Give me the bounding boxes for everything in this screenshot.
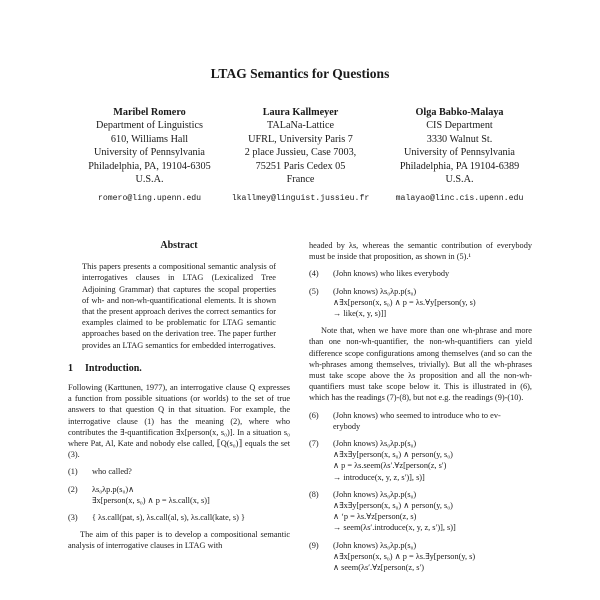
section-number: 1 [68, 362, 73, 374]
paper-title: LTAG Semantics for Questions [210, 66, 390, 81]
author-email: malayao@linc.cis.upenn.edu [395, 194, 524, 204]
formula-line: → introduce(x, y, z, s′)], s)] [333, 472, 425, 482]
formula-line: ∧ seem(λs′.∀z[person(z, s′) [333, 563, 425, 573]
example-label: (9) [309, 540, 319, 550]
formula-line: → seem(λs′.introduce(x, y, z, s′)], s)] [333, 523, 456, 533]
example-5 [309, 286, 532, 320]
affiliation-line: Department of Linguistics [96, 120, 203, 132]
formula-line: λs₀λp.p(s₀)∧ [92, 484, 135, 494]
example-label: (8) [309, 489, 319, 499]
example-label: (1) [68, 467, 78, 477]
example-7 [309, 438, 532, 483]
affiliation-line: University of Pennsylvania [404, 147, 515, 159]
formula-line: ∧∃x∃y[person(x, s₀) ∧ person(y, s₀) [333, 450, 453, 460]
body-paragraph: Note that, when we have more than one wh-phrase and more than one non-wh-quantifier, the non-wh-quantifiers can yield difference scope configurations among themselves (and so can the wh-phrases among themselves, trivially). But all the wh-phrases must take scope above the λs proposition and all the non-wh-quantifiers must take scope below it. This is illustrated in (6), which has the readings (7)-(8), but not e.g. the readings (9)-(10). [309, 326, 532, 403]
author-name: Maribel Romero [113, 107, 186, 118]
example-line: (John knows) who seemed to introduce who to ev- [333, 410, 501, 420]
affiliation-line: 2 place Jussieu, Case 7003, [244, 147, 357, 159]
formula-line: (John knows) λs₀λp.p(s₀) [333, 540, 417, 550]
example-label: (6) [309, 410, 319, 420]
continued-paragraph: headed by λs, whereas the semantic contribution of everybody must be inside that proposition, as shown in (5).¹ [309, 241, 532, 262]
abstract-text: This papers presents a compositional semantic analysis of interrogatives clauses in LTAG (Lexicalized Tree Adjoining Grammar) that captures the scopal properties of wh- and non-wh-quantificational elements. It is shown that the present approach derives the correct semantics for examples claimed to be problematic for LTAG semantic approaches based on the derivation tree. The paper further provides an LTAG semantics for embedded interrogatives. [82, 262, 276, 350]
affiliation-line: University of Pennsylvania [94, 147, 205, 159]
formula-line: ∧∃x∃y[person(x, s₀) ∧ person(y, s₀) [333, 501, 453, 511]
author-block-babko-malaya [372, 106, 547, 206]
example-text: { λs.call(pat, s), λs.call(al, s), λs.call(kate, s) } [92, 513, 245, 523]
section-title: Introduction. [85, 362, 142, 374]
example-label: (7) [309, 439, 319, 449]
example-8 [309, 489, 532, 534]
affiliation-line: Philadelphia, PA 19104-6389 [399, 160, 520, 172]
example-label: (4) [309, 269, 319, 279]
affiliation-line: U.S.A. [135, 174, 164, 186]
affiliation-line: UFRL, University Paris 7 [248, 133, 353, 145]
example-9 [309, 540, 532, 574]
example-1 [68, 466, 290, 477]
example-line: erybody [333, 421, 361, 431]
author-email: lkallmey@linguist.jussieu.fr [231, 194, 370, 204]
formula-line: ∃x[person(x, s₀) ∧ p = λs.call(x, s)] [92, 495, 210, 505]
author-name: Olga Babko-Malaya [415, 107, 504, 118]
abstract-heading: Abstract [160, 240, 198, 251]
example-label: (2) [68, 484, 78, 494]
example-4 [309, 268, 532, 279]
author-email: romero@ling.upenn.edu [97, 194, 202, 204]
affiliation-line: CIS Department [426, 120, 493, 132]
example-text: (John knows) who likes everybody [333, 269, 450, 279]
formula-line: (John knows) λs₀λp.p(s₀) [333, 489, 417, 499]
example-label: (5) [309, 286, 319, 296]
affiliation-line: TALaNa-Lattice [266, 120, 335, 132]
right-column [309, 240, 532, 579]
formula-line: ∧ p = λs.seem(λs′.∀z[person(z, s′) [333, 461, 447, 471]
author-block-romero [62, 106, 237, 206]
formula-line: → like(x, y, s)]] [333, 309, 387, 319]
affiliation-line: U.S.A. [445, 174, 474, 186]
author-block-kallmeyer [218, 106, 383, 206]
affiliation-line: Philadelphia, PA, 19104-6305 [88, 160, 211, 172]
example-3 [68, 512, 290, 523]
author-name: Laura Kallmeyer [262, 107, 339, 118]
intro-paragraph: Following (Karttunen, 1977), an interrogative clause Q expresses a function from possible situations (or worlds) to the set of true answers to that question Q in that situation. For example, the interrogative clause (1) has the meaning (2), where who contributes the ∃-quantification ∃x[person(x, s₀)]. In a situation s₀ where Pat, Al, Kate and nobody else called, ⟦Q(s₀)⟧ equals the set (3). [68, 383, 290, 460]
example-2 [68, 484, 290, 506]
formula-line: ∧∃x[person(x, s₀) ∧ p = λs.∃y[person(y, s) [333, 551, 476, 561]
example-6 [309, 410, 532, 432]
section-heading [68, 363, 290, 374]
example-label: (3) [68, 513, 78, 523]
affiliation-line: 3330 Walnut St. [426, 133, 493, 145]
formula-line: (John knows) λs₀λp.p(s₀) [333, 439, 417, 449]
formula-line: (John knows) λs₀λp.p(s₀) [333, 286, 417, 296]
affiliation-line: 75251 Paris Cedex 05 [255, 160, 346, 172]
formula-line: ∧∃x[person(x, s₀) ∧ p = λs.∀y[person(y, s) [333, 297, 476, 307]
formula-line: ∧ ‘p = λs.∀z[person(z, s) [333, 512, 417, 522]
affiliation-line: 610, Williams Hall [110, 133, 189, 145]
left-column [68, 240, 290, 552]
example-text: who called? [92, 467, 132, 477]
aim-paragraph: The aim of this paper is to develop a compositional semantic analysis of interrogative clauses in LTAG with [68, 530, 290, 551]
affiliation-line: France [286, 174, 315, 186]
